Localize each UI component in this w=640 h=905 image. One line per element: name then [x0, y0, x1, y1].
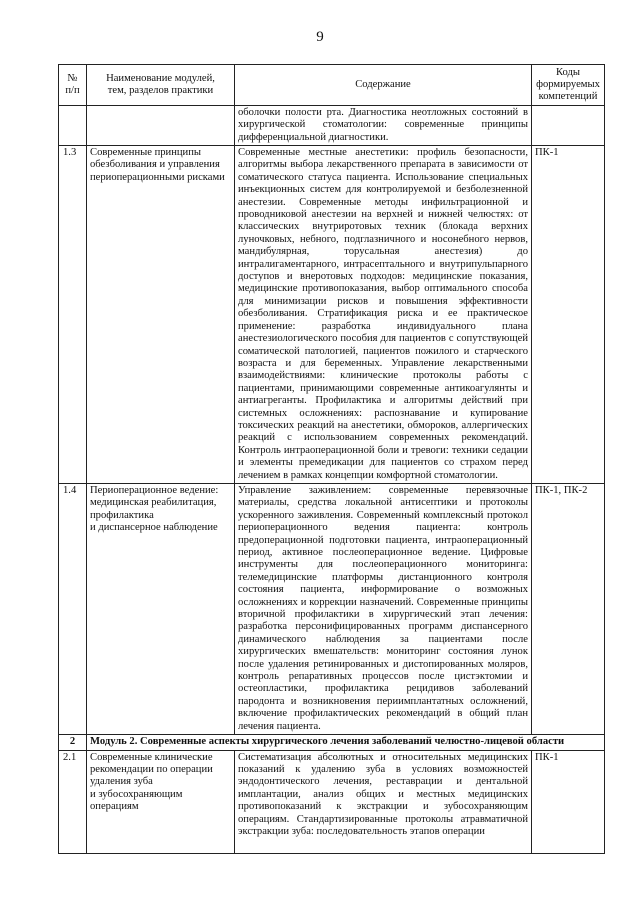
row-content: Управление заживлением: современные перевязочные материалы, средства локальной антисептики и протоколы ускоренного заживления. Современный комплексный протокол периоперационного ведения пациента: контроль предоперационной подготовки пациента, интраоперационный период, активное послеоперационное ведение. Цифровые инструменты для послеоперационного мониторинга: телемедицинские платформы дистанционного контроля состояния пациента, информирование о возможных осложнениях и коррекции назначений. Современные принципы вторичной профилактики в хирургический этап лечения: разработка персонифицированных программ диспансерного динамического наблюдения за пациентами после хирургических вмешательств: мониторинг состояния лунок после удаления ретинированных и дистопированных моляров, контроль репаративных процессов после цистэктомии и остеопластики, профилактика рецидивов заболеваний пародонта и возникновения периимплантатных осложнений, включение профилактических рекомендаций в общий план лечения пациента. [235, 483, 532, 734]
module-row [59, 735, 605, 750]
table-row [59, 106, 605, 146]
row-codes: ПК-1, ПК-2 [532, 483, 605, 734]
page-number: 9 [316, 29, 324, 45]
row-name [87, 106, 235, 146]
row-codes: ПК-1 [532, 750, 605, 853]
row-name: Современные клинические рекомендации по операции удаления зуба и зубосохраняющим операциям [87, 750, 235, 853]
row-content-text: оболочки полости рта. Диагностика неотложных состояний в хирургической стоматологии: современные принципы дифференциальной диагностики. [238, 107, 528, 143]
module-num: 2 [59, 735, 87, 750]
row-codes: ПК-1 [532, 146, 605, 484]
row-codes [532, 106, 605, 146]
module-title: Модуль 2. Современные аспекты хирургического лечения заболеваний челюстно-лицевой области [87, 735, 605, 750]
header-content: Содержание [235, 65, 532, 106]
row-num: 1.3 [59, 146, 87, 484]
table-row [59, 750, 605, 853]
table-header-row [59, 65, 605, 106]
row-name: Современные принципы обезболивания и управления периоперационными рисками [87, 146, 235, 484]
row-content-text: Систематизация абсолютных и относительных медицинских показаний к удалению зуба в условиях возможностей эндодонтического лечения, реставрации и дентальной имплантации, анализ общих и местных медицинских противопоказаний к экстракции и зубосохраняющим операциям. Стандартизированные протоколы атравматичной экстракции зуба: последовательность этапов операции [238, 751, 528, 837]
curriculum-table [58, 64, 605, 854]
row-content: Современные местные анестетики: профиль безопасности, алгоритмы выбора лекарственного препарата в зависимости от соматического статуса пациента. Использование специальных инъекционных систем для контролируемой и безболезненной анестезии. Современные методы инфильтрационной и проводниковой анестезии на верхней и нижней челюстях: от классических внутриротовых техник (блокада верхних луночковых, небного, подглазничного и носонебного нервов, мандибулярная, торусальная анестезия) до интралигаментарного, интрасептального и внутрипульпарного доступов и внеротовых подходов: медицинские показания, медицинские противопоказания, выбор оптимального способа для минимизации рисков и повышения эффективности обезболивания. Стратификация риска и ее практическое применение: разработка индивидуального плана анестезиологического пособия для пациентов с сопутствующей соматической патологией, пациентов пожилого и старческого возраста и для беременных. Управление лекарственными взаимодействиями: клинические протоколы работы с пациентами, принимающими современные антикоагулянты и антиагреганты. Профилактика и алгоритмы действий при системных осложнениях: распознавание и купирование токсических реакций на анестетики, обмороков, аллергических реакций с использованием современных рекомендаций. Контроль интраоперационной боли и тревоги: техники седации и элементы премедикации для пациентов со страхом перед лечением в рамках концепции комфортной стоматологии. [235, 146, 532, 484]
row-num: 2.1 [59, 750, 87, 853]
row-num [59, 106, 87, 146]
row-name: Периоперационное ведение: медицинская реабилитация, профилактика и диспансерное наблюдение [87, 483, 235, 734]
row-num: 1.4 [59, 483, 87, 734]
table-row [59, 483, 605, 734]
header-num: № п/п [59, 65, 87, 106]
table-row [59, 146, 605, 484]
row-content [235, 750, 532, 853]
row-content [235, 106, 532, 146]
header-codes: Коды формируемых компетенций [532, 65, 605, 106]
header-name: Наименование модулей, тем, разделов практики [87, 65, 235, 106]
